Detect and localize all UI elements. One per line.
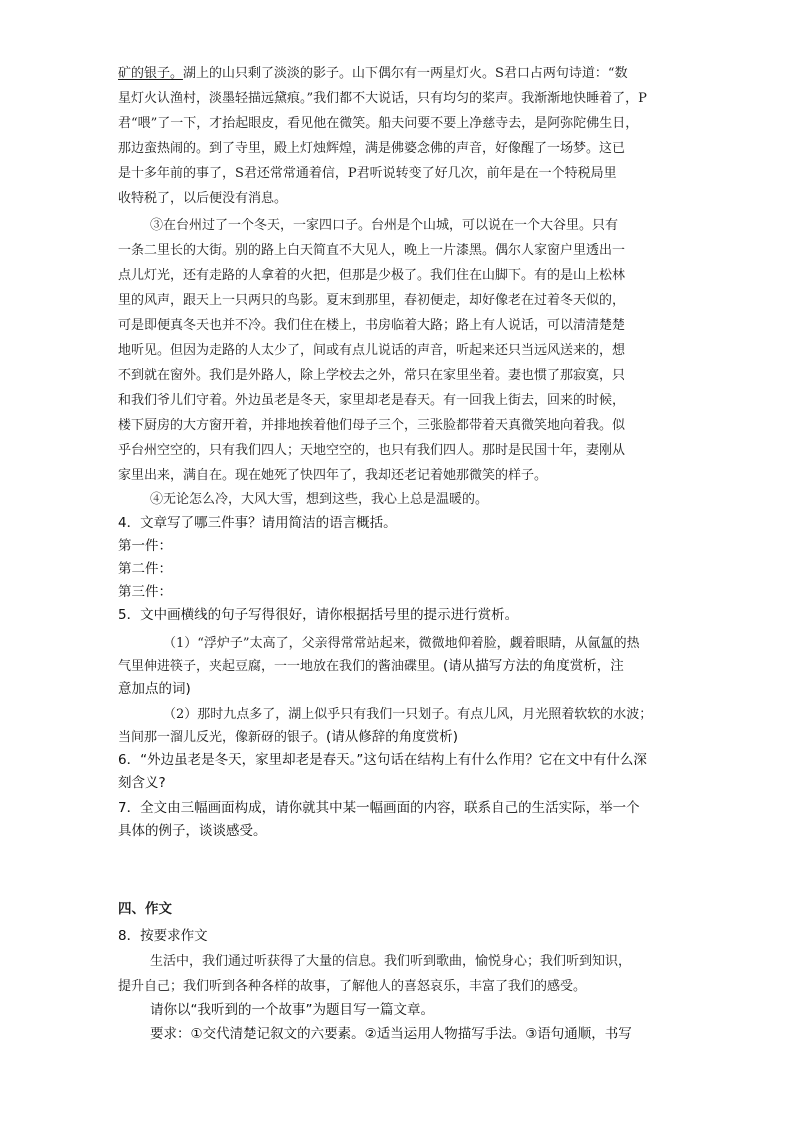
passage-line: 地听见。但因为走路的人太少了，间或有点儿说话的声音，听起来还只当远风送来的，想 bbox=[118, 343, 626, 358]
question-8: 8．按要求作文 bbox=[118, 928, 208, 944]
analysis-hint: 意加点的词) bbox=[118, 681, 191, 697]
question-4: 4．文章写了哪三件事？请用简洁的语言概括。 bbox=[118, 515, 397, 531]
question-5-1: （1）“浮炉子”太高了，父亲得常常站起来，微微地仰着脸，觑着眼睛，从氤氲的热 bbox=[163, 636, 640, 651]
passage-line: ④无论怎么冷，大风大雪，想到这些，我心上总是温暖的。 bbox=[150, 492, 489, 507]
passage-line: 里的风声，跟天上一只两只的鸟影。夏末到那里，春初便走，却好像老在过着冬天似的， bbox=[118, 293, 626, 308]
question-6: 6．“外边虽老是冬天，家里却老是春天。”这句话在结构上有什么作用？它在文中有什么深 bbox=[118, 752, 647, 768]
passage-line: 矿的银子。湖上的山只剩了淡淡的影子。山下偶尔有一两星灯火。S君口占两句诗道：“数 bbox=[118, 66, 628, 81]
passage-line: ③在台州过了一个冬天，一家四口子。台州是个山城，可以说在一个大谷里。只有 bbox=[150, 218, 619, 233]
question-5: 5．文中画横线的句子写得很好，请你根据括号里的提示进行赏析。 bbox=[118, 607, 519, 623]
passage-line: 一条二里长的大街。别的路上白天简直不大见人，晚上一片漆黑。偶尔人家窗户里透出一 bbox=[118, 243, 626, 258]
answer-label-third: 第三件： bbox=[118, 584, 172, 600]
question-7-cont: 具体的例子，谈谈感受。 bbox=[118, 823, 267, 839]
composition-prompt: 生活中，我们通过听获得了大量的信息。我们听到歌曲，愉悦身心；我们听到知识， bbox=[150, 954, 632, 969]
passage-line: 乎台州空空的，只有我们四人；天地空空的，也只有我们四人。那时是民国十年，妻刚从 bbox=[118, 443, 626, 458]
passage-line: 和我们爷儿们守着。外边虽老是冬天，家里却老是春天。有一回我上街去，回来的时候， bbox=[118, 393, 626, 408]
answer-label-second: 第二件： bbox=[118, 561, 172, 577]
passage-line: 可是即便真冬天也并不冷。我们住在楼上，书房临着大路；路上有人说话，可以清清楚楚 bbox=[118, 318, 626, 333]
question-6-cont: 刻含义? bbox=[118, 775, 166, 791]
passage-line: 是十多年前的事了，S君还常常通着信，P君听说转变了好几次，前年是在一个特税局里 bbox=[118, 166, 617, 181]
composition-requirements: 要求：①交代清楚记叙文的六要素。②适当运用人物描写手法。③语句通顺，书写 bbox=[150, 1026, 632, 1042]
question-5-1-cont: 气里伸进筷子，夹起豆腐，一一地放在我们的酱油碟里。(请从描写方法的角度赏析，注 bbox=[118, 658, 624, 674]
passage-line: 家里出来，满自在。现在她死了快四年了，我却还老记着她那微笑的样子。 bbox=[118, 468, 548, 483]
passage-line: 星灯火认渔村，淡墨轻描远黛痕。”我们都不大说话，只有均匀的桨声。我渐渐地快睡着了，P bbox=[118, 91, 647, 106]
passage-line: 君“喂”了一下，才抬起眼皮，看见他在微笑。船夫问要不要上净慈寺去，是阿弥陀佛生日， bbox=[118, 116, 639, 131]
section-heading: 四、作文 bbox=[118, 901, 172, 917]
analysis-hint: (请从描写方法的角度赏析，注 bbox=[443, 658, 624, 674]
passage-line: 点儿灯光，还有走路的人拿着的火把，但那是少极了。我们住在山脚下。有的是山上松林 bbox=[118, 268, 626, 283]
analysis-hint: (请从修辞的角度赏析) bbox=[326, 729, 459, 745]
question-5-2: （2）那时九点多了，湖上似乎只有我们一只划子。有点儿风，月光照着软软的水波； bbox=[163, 707, 653, 722]
question-5-2-cont: 当间那一溜儿反光，像新砑的银子。(请从修辞的角度赏析) bbox=[118, 729, 459, 745]
composition-task: 请你以“我听到的一个故事”为题目写一篇文章。 bbox=[150, 1002, 434, 1018]
passage-line: 收特税了，以后便没有消息。 bbox=[118, 191, 288, 206]
composition-prompt: 提升自己；我们听到各种各样的故事，了解他人的喜怒哀乐，丰富了我们的感受。 bbox=[118, 979, 587, 994]
passage-line: 楼下厨房的大方窗开着，并排地挨着他们母子三个，三张脸都带着天真微笑地向着我。似 bbox=[118, 418, 626, 433]
underlined-sentence: 矿的银子。 bbox=[118, 66, 184, 81]
passage-line: 那边蛮热闹的。到了寺里，殿上灯烛辉煌，满是佛婆念佛的声音，好像醒了一场梦。这已 bbox=[118, 141, 626, 156]
answer-label-first: 第一件： bbox=[118, 538, 172, 554]
question-7: 7．全文由三幅画面构成，请你就其中某一幅画面的内容，联系自己的生活实际，举一个 bbox=[118, 800, 640, 816]
passage-line: 不到就在窗外。我们是外路人，除上学校去之外，常只在家里坐着。妻也惯了那寂寞，只 bbox=[118, 368, 626, 383]
